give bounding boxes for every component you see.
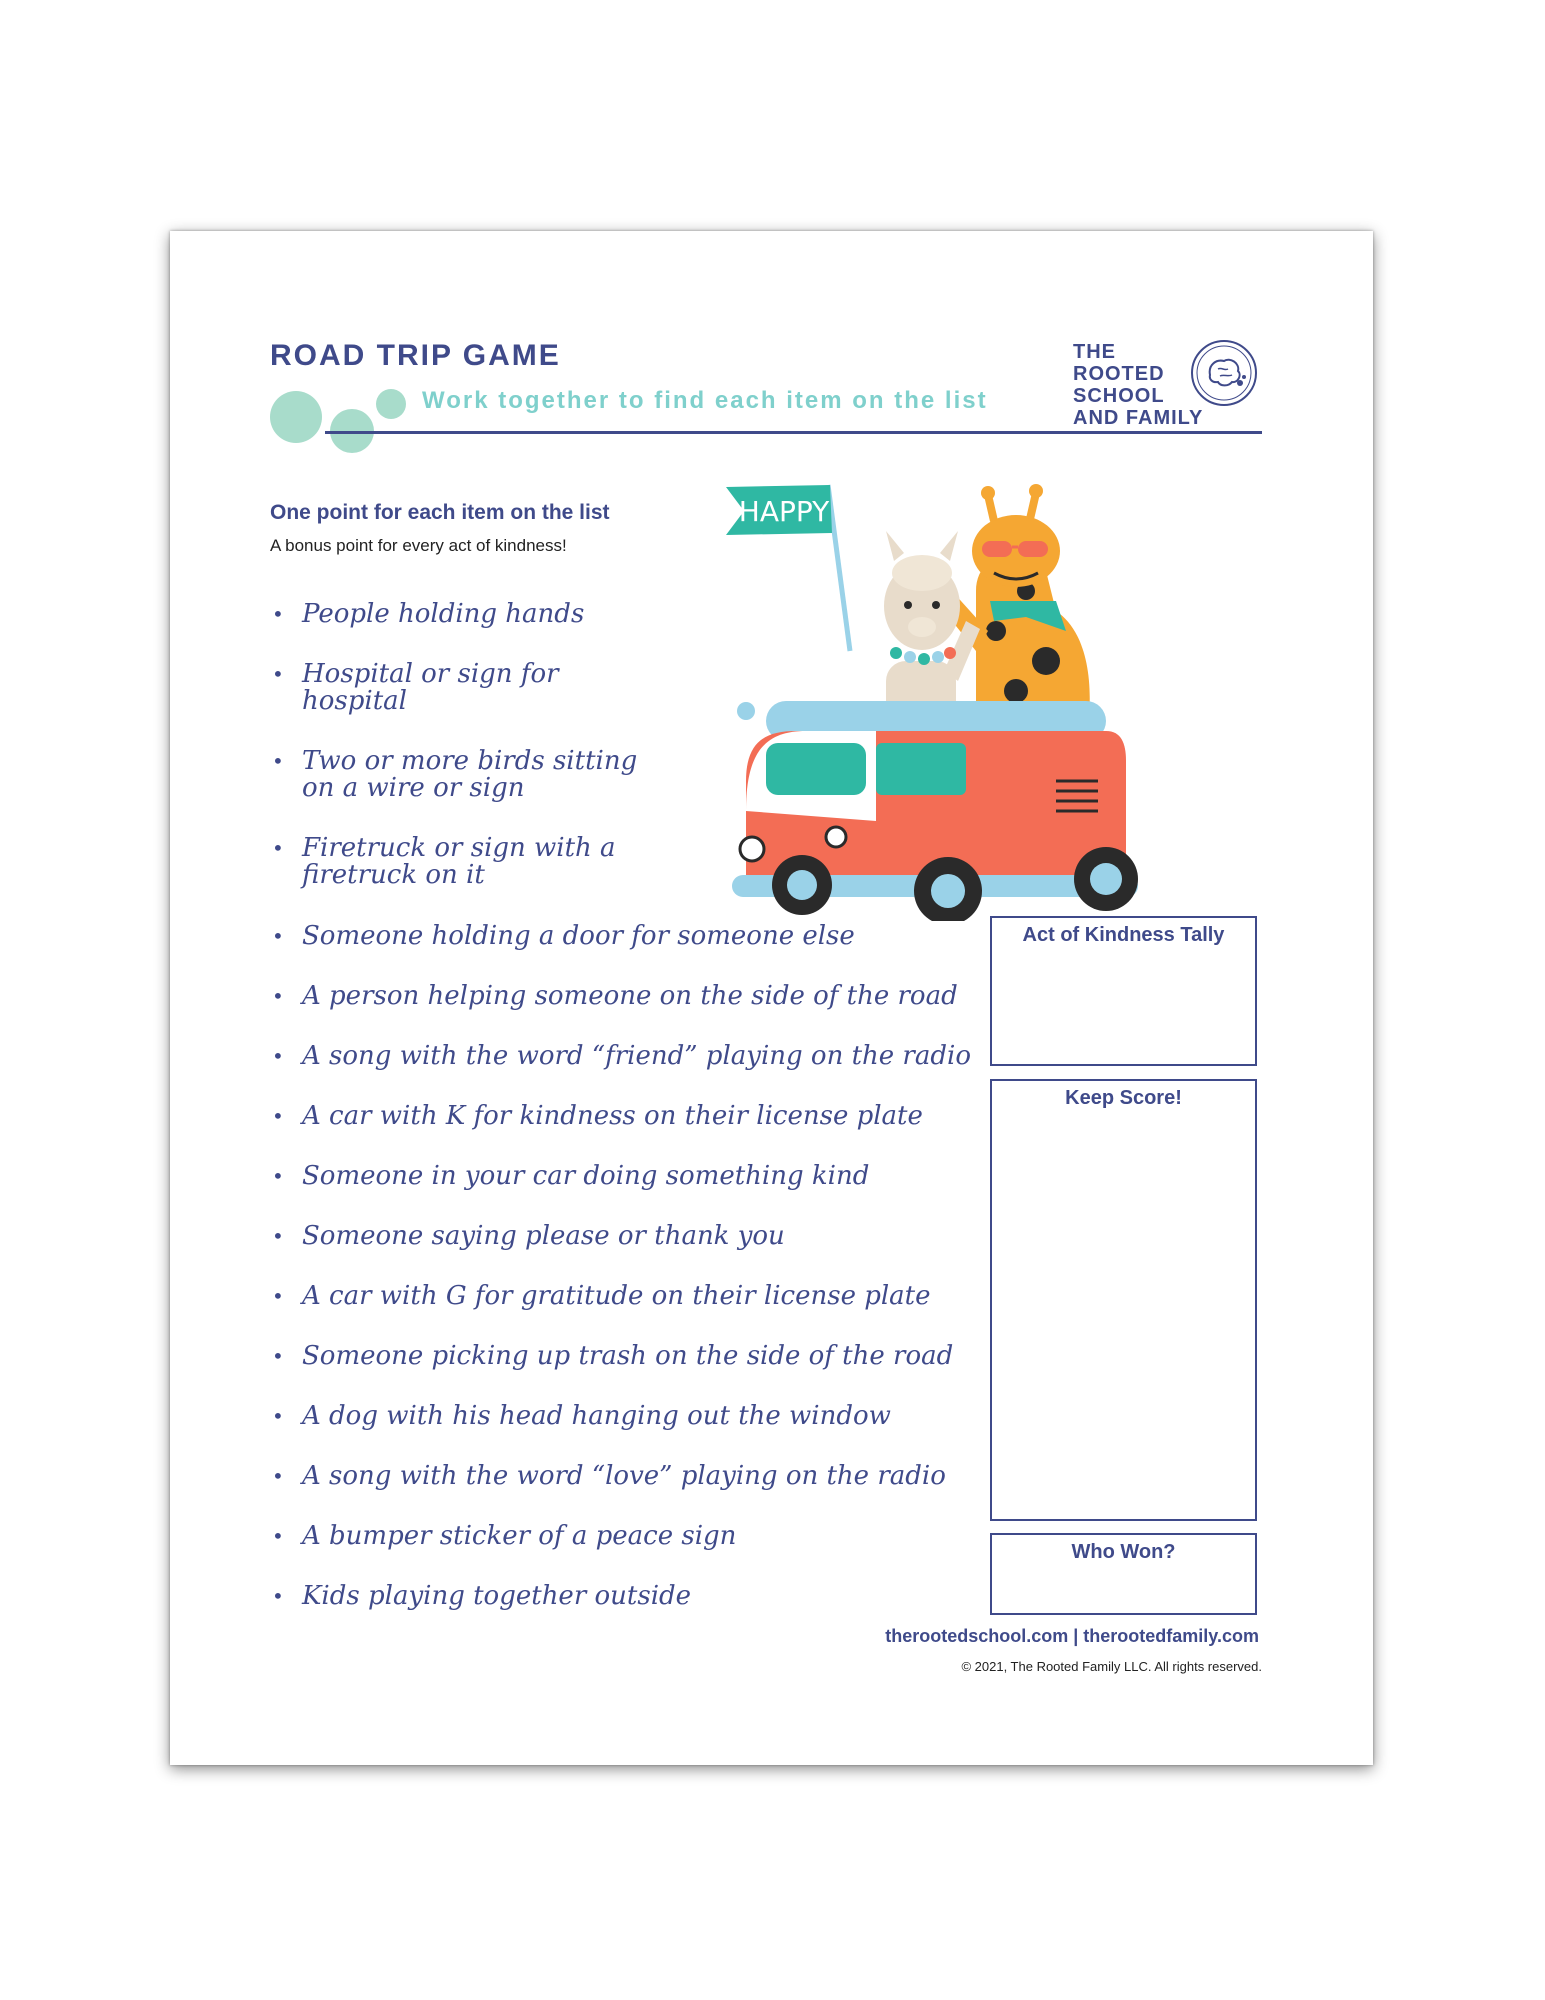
checklist-item-line: Someone saying please or thank you: [302, 1221, 785, 1251]
brain-logo-icon: [1190, 339, 1258, 407]
checklist-item-line: Firetruck or sign with a: [302, 833, 616, 863]
act-of-kindness-tally-box[interactable]: [990, 916, 1257, 1066]
checklist-item-text: [302, 1463, 1022, 1490]
checklist-item-line: A dog with his head hanging out the window: [302, 1401, 891, 1431]
bullet-icon: •: [272, 1044, 284, 1068]
decorative-bubble-large: [270, 391, 322, 443]
checklist-item-line: A song with the word “friend” playing on the radio: [302, 1041, 971, 1071]
bullet-icon: •: [272, 924, 284, 948]
tally-box-label: Act of Kindness Tally: [1022, 924, 1225, 946]
logo-line: AND FAMILY: [1073, 407, 1204, 429]
checklist-item-text: [302, 661, 742, 715]
checklist-item-line: firetruck on it: [302, 860, 485, 890]
logo-line: THE: [1073, 341, 1116, 363]
checklist-item-text: [302, 748, 742, 802]
scoring-rule-heading: One point for each item on the list: [270, 501, 610, 524]
bonus-rule-text: A bonus point for every act of kindness!: [270, 536, 567, 555]
checklist-item-text: [302, 923, 1022, 950]
checklist-item-line: A car with G for gratitude on their license plate: [302, 1281, 931, 1311]
checklist-item-line: A person helping someone on the side of the road: [302, 981, 958, 1011]
bullet-icon: •: [272, 1404, 284, 1428]
checklist-item-line: Kids playing together outside: [302, 1581, 692, 1611]
logo-line: SCHOOL: [1073, 385, 1165, 407]
checklist-item-text: [302, 1583, 1022, 1610]
bullet-icon: •: [272, 1104, 284, 1128]
checklist-item-text: [302, 1403, 1022, 1430]
checklist-item-line: A car with K for kindness on their license plate: [302, 1101, 923, 1131]
bullet-icon: •: [272, 602, 284, 626]
brand-logo-text: [1073, 341, 1203, 429]
checklist-item-text: [302, 1523, 1022, 1550]
who-won-label: Who Won?: [1071, 1541, 1176, 1563]
checklist-item-line: Two or more birds sitting: [302, 746, 638, 776]
checklist-item-text: [302, 1043, 1022, 1070]
bullet-icon: •: [272, 1584, 284, 1608]
checklist-item-line: A song with the word “love” playing on the radio: [302, 1461, 946, 1491]
checklist-item-text: [302, 1103, 1022, 1130]
van-llama-giraffe-illustration: [726, 481, 1196, 921]
page-title: ROAD TRIP GAME: [270, 339, 561, 372]
checklist-item-line: hospital: [302, 686, 407, 716]
decorative-bubble-small: [376, 389, 406, 419]
bullet-icon: •: [272, 749, 284, 773]
checklist-item-text: [302, 1163, 1022, 1190]
logo-line: ROOTED: [1073, 363, 1165, 385]
checklist-item-line: People holding hands: [302, 599, 585, 629]
keep-score-box[interactable]: [990, 1079, 1257, 1521]
checklist-item-line: on a wire or sign: [302, 773, 525, 803]
bullet-icon: •: [272, 1524, 284, 1548]
bullet-icon: •: [272, 1224, 284, 1248]
checklist-item-text: [302, 983, 1022, 1010]
checklist-item-line: Someone in your car doing something kind: [302, 1161, 870, 1191]
checklist-item-text: [302, 601, 1022, 628]
footer-website-links[interactable]: therootedschool.com | therootedfamily.com: [885, 1626, 1259, 1646]
flag-text: HAPPY: [738, 495, 830, 528]
copyright-notice: © 2021, The Rooted Family LLC. All rights reserved.: [961, 1659, 1262, 1674]
bullet-icon: •: [272, 836, 284, 860]
who-won-box[interactable]: [990, 1533, 1257, 1615]
checklist-item-line: Someone holding a door for someone else: [302, 921, 855, 951]
checklist-item-line: Someone picking up trash on the side of the road: [302, 1341, 954, 1371]
bullet-icon: •: [272, 1344, 284, 1368]
score-box-label: Keep Score!: [1065, 1087, 1182, 1109]
bullet-icon: •: [272, 984, 284, 1008]
checklist-item-text: [302, 1343, 1022, 1370]
checklist-item-line: A bumper sticker of a peace sign: [302, 1521, 737, 1551]
checklist-item-text: [302, 1223, 1022, 1250]
checklist-item-line: Hospital or sign for: [302, 659, 559, 689]
bullet-icon: •: [272, 1464, 284, 1488]
bullet-icon: •: [272, 662, 284, 686]
bullet-icon: •: [272, 1284, 284, 1308]
bullet-icon: •: [272, 1164, 284, 1188]
checklist-item-text: [302, 835, 742, 889]
page-subtitle: Work together to find each item on the list: [422, 387, 988, 414]
worksheet-page: [170, 231, 1373, 1765]
checklist-item-text: [302, 1283, 1022, 1310]
header-rule: [325, 431, 1262, 434]
